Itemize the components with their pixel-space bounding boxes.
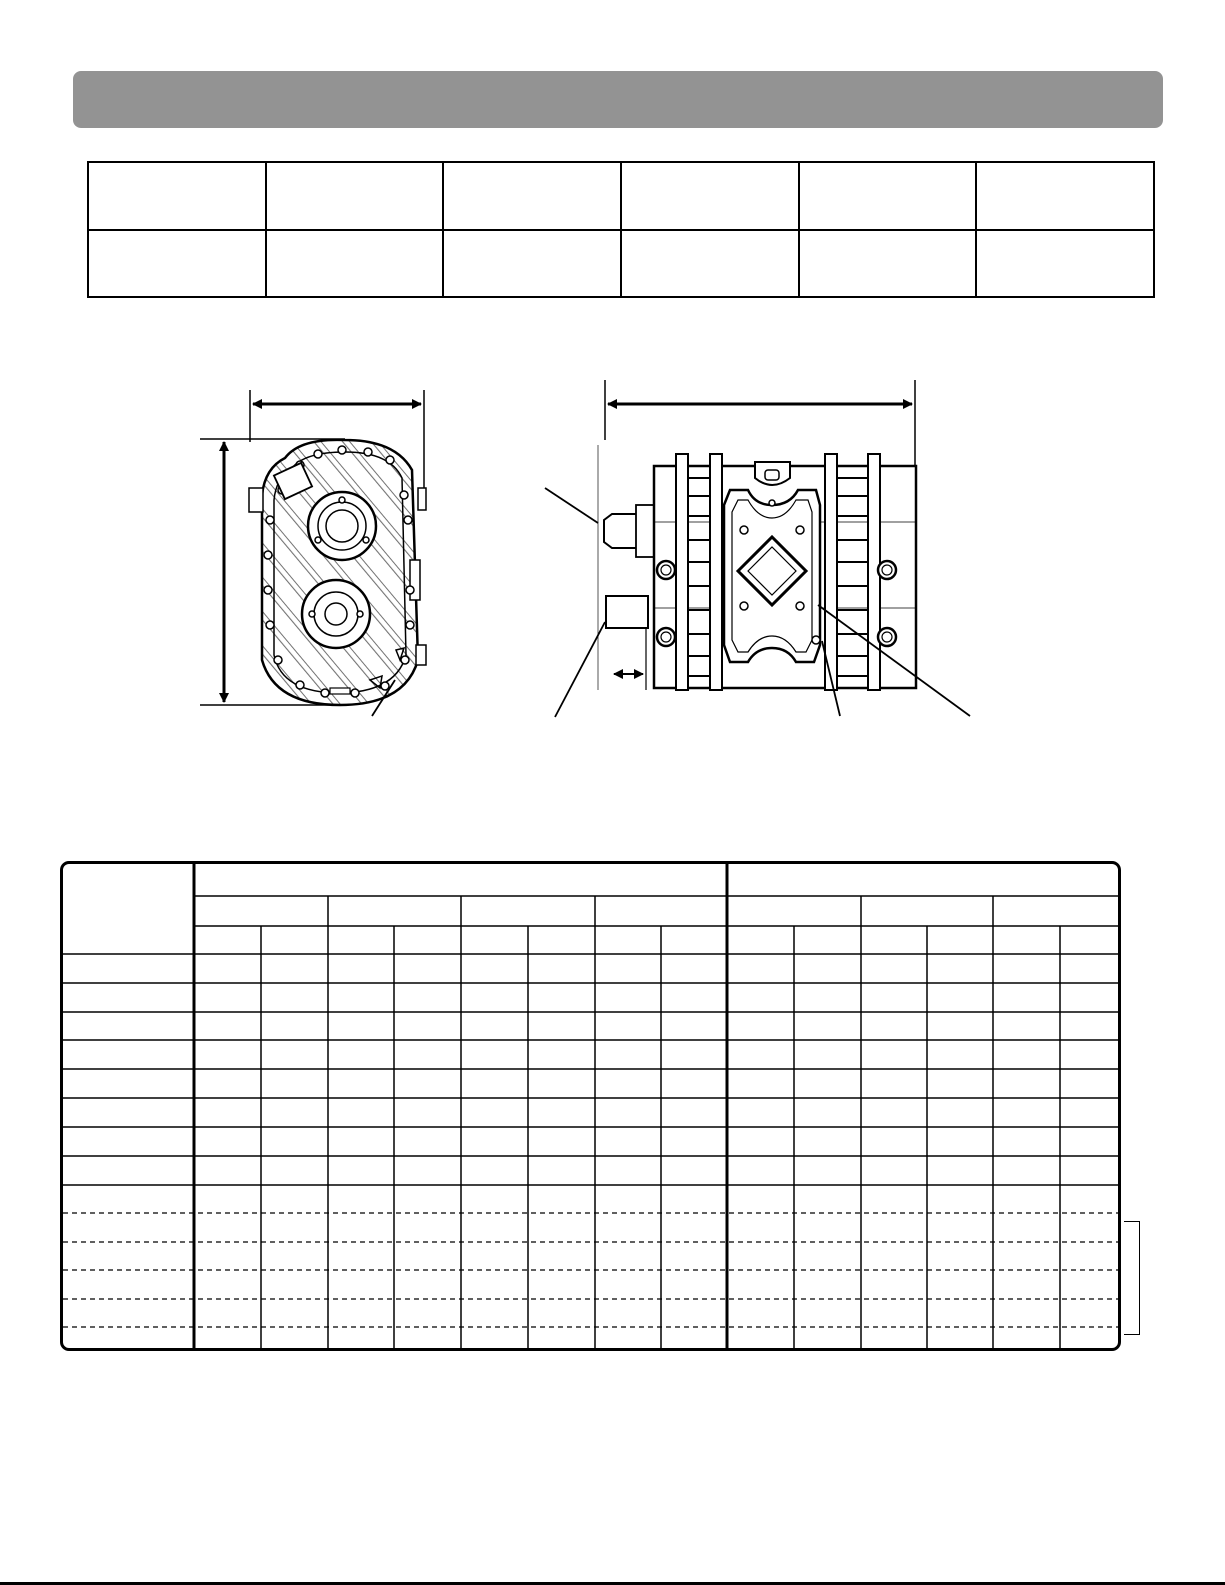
- dashed-rows-bracket: [1124, 1221, 1140, 1335]
- performance-table-grid: [63, 864, 1121, 1351]
- end-view-drawing: [200, 390, 426, 716]
- side-view-leader-shaft: [545, 488, 598, 523]
- side-view-drawing: [545, 380, 970, 717]
- performance-table: [60, 861, 1121, 1351]
